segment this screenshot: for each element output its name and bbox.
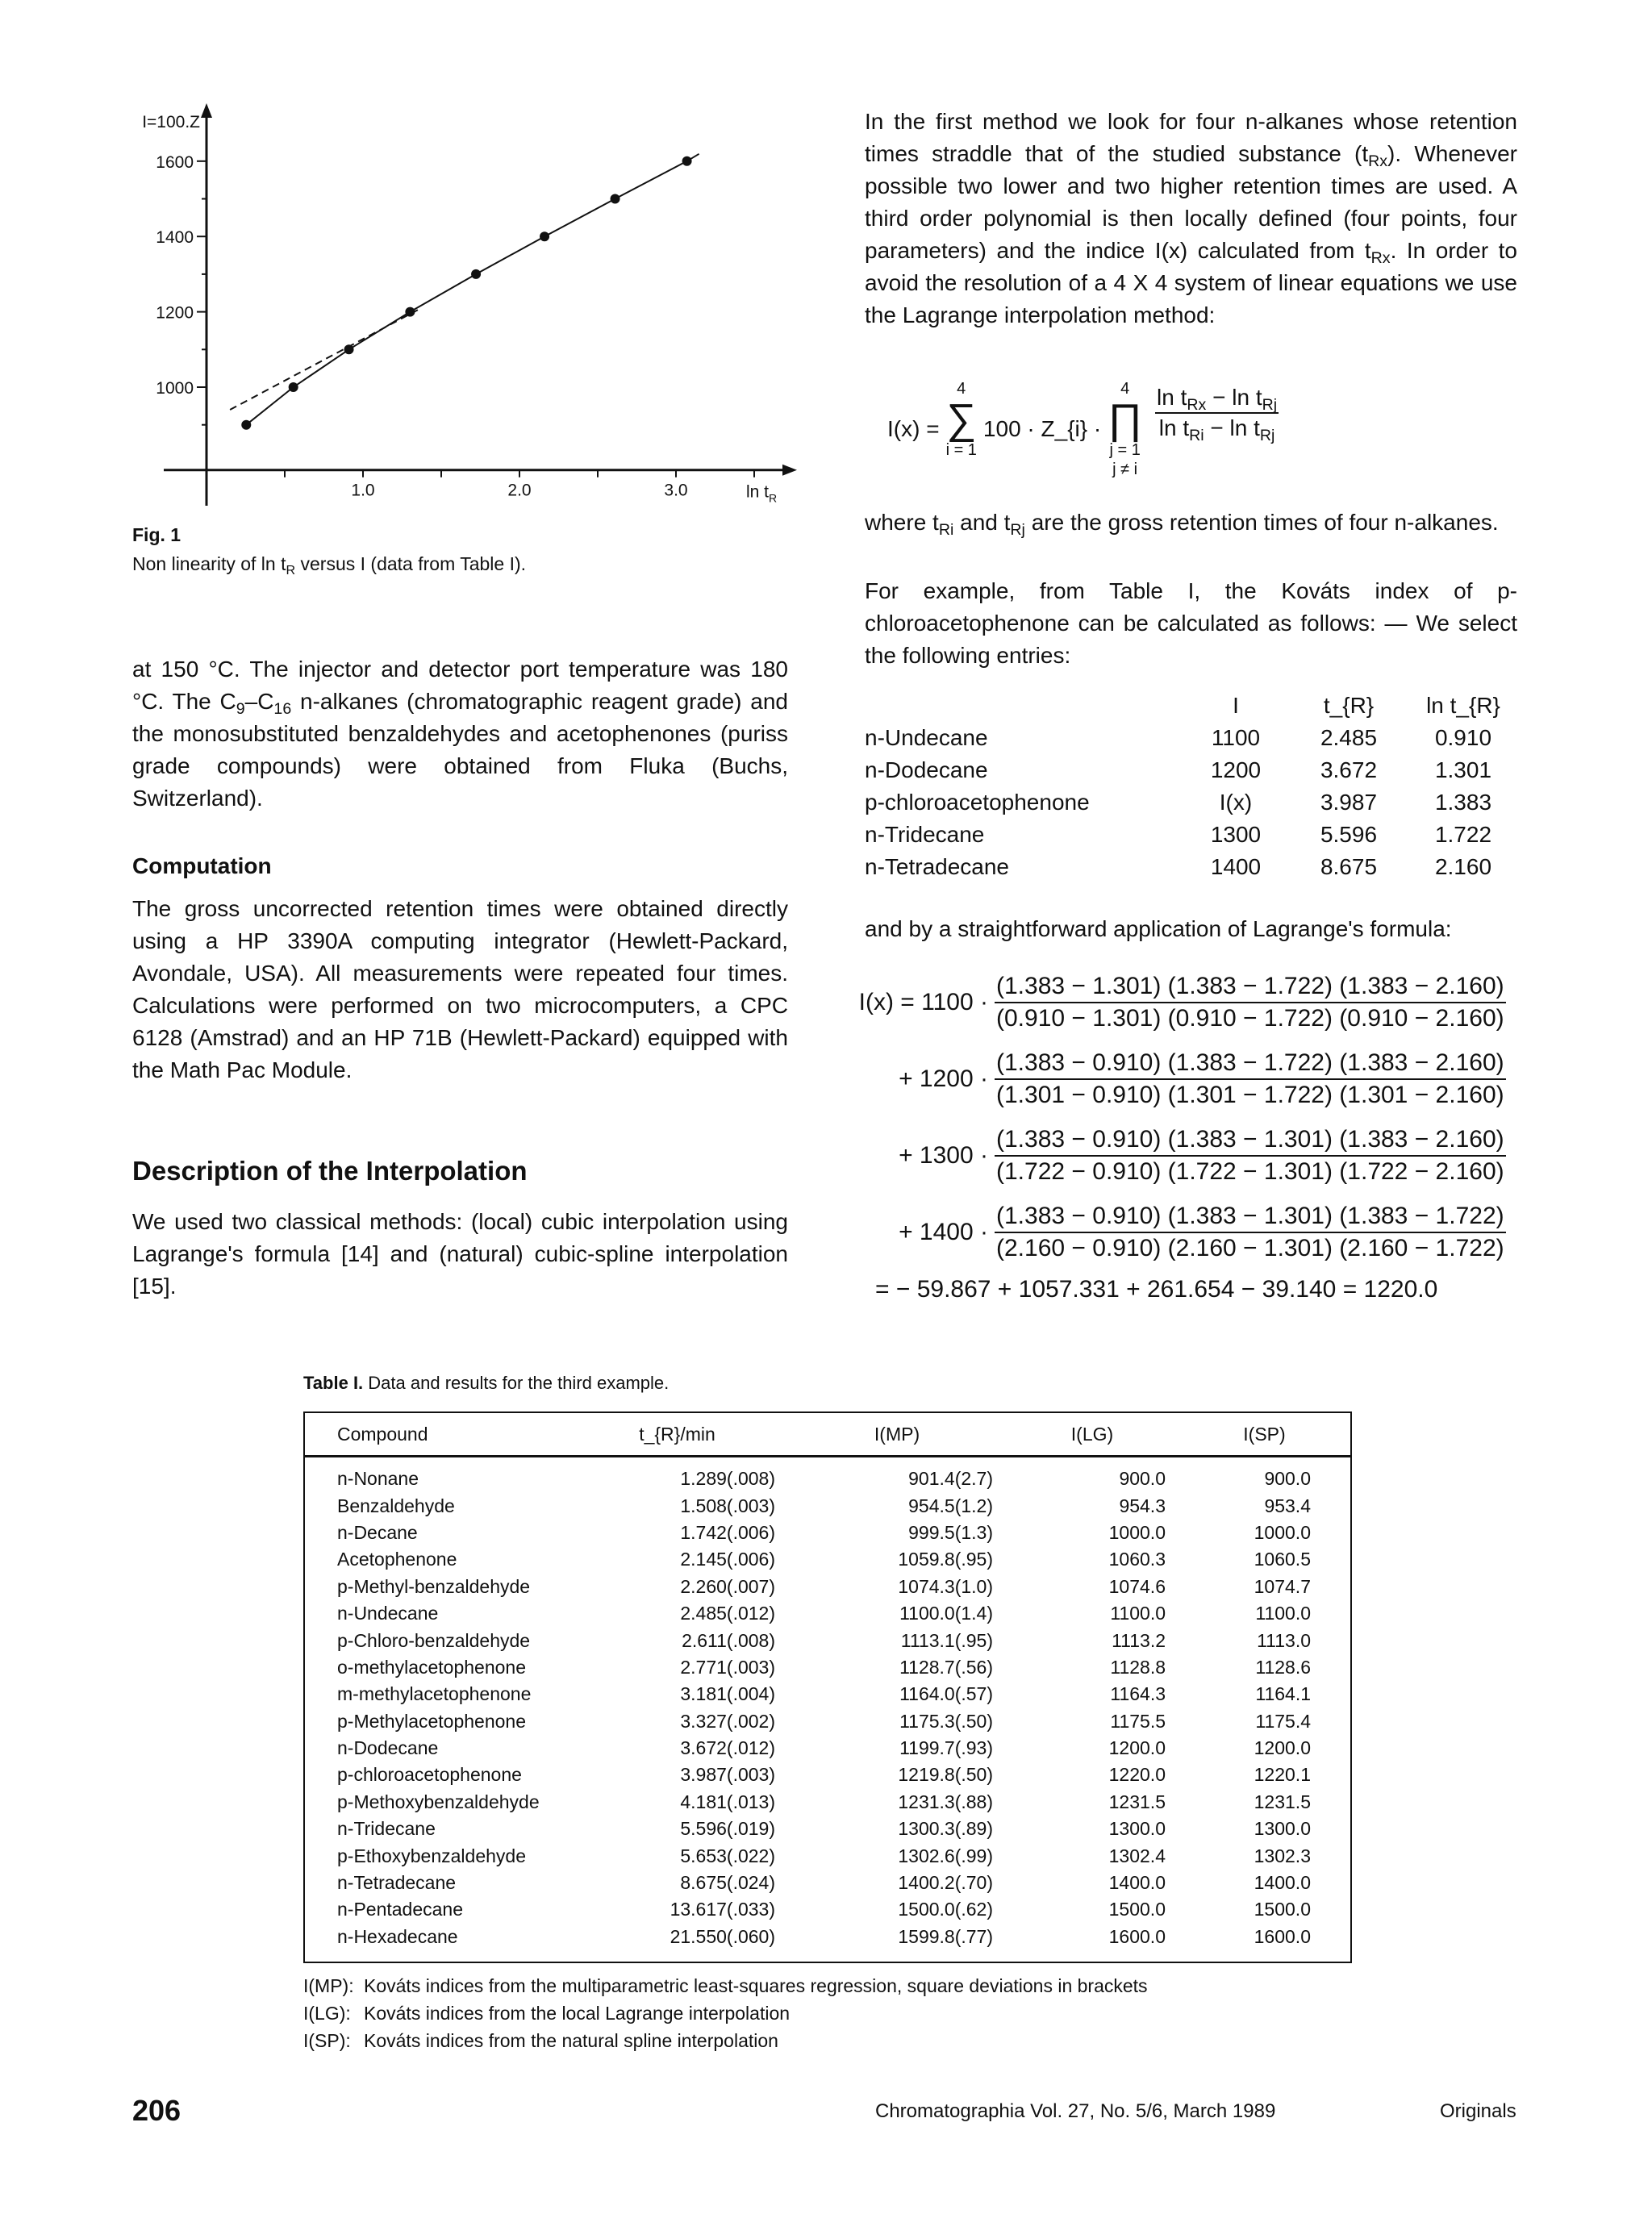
table-row	[305, 1520, 1350, 1546]
table-row	[305, 1627, 1350, 1653]
table-cell: 1302.4	[1108, 1845, 1166, 1866]
table-cell: 1599.8(.77)	[898, 1925, 993, 1947]
table-cell: 1128.8	[1110, 1656, 1166, 1678]
sum-lower: i = 1	[945, 441, 977, 459]
equation-term	[831, 964, 1533, 1040]
table-cell: 1200.0	[1108, 1737, 1166, 1759]
x-axis-label: $\ln t_R$	[746, 482, 778, 505]
example-cell: p-chloroacetophenone	[865, 790, 1090, 815]
table-cell: Acetophenone	[337, 1549, 457, 1570]
formula-lhs: I(x) =	[887, 416, 940, 441]
example-cell: n-Undecane	[865, 725, 988, 750]
column-header: I(MP)	[788, 1413, 1006, 1457]
series-line-alkanes	[246, 154, 699, 425]
table-cell: p-Chloro-benzaldehyde	[337, 1629, 531, 1651]
heading-description: Description of the Interpolation	[132, 1156, 528, 1186]
table-cell: n-Pentadecane	[337, 1899, 464, 1920]
example-cell: 1.301	[1434, 757, 1492, 782]
table-cell: 1302.3	[1254, 1845, 1311, 1866]
table-cell: 1164.1	[1255, 1683, 1311, 1705]
table-cell: 1.742(.006)	[680, 1521, 775, 1543]
table-cell: 1113.1(.95)	[900, 1629, 993, 1651]
lagrange-formula	[887, 379, 1279, 479]
example-entries-table	[865, 690, 1517, 883]
table-cell: n-Tetradecane	[337, 1872, 457, 1894]
table-row	[305, 1842, 1350, 1869]
example-cell: I(x)	[1219, 790, 1253, 815]
y-axis-label: I=100.Z	[142, 113, 200, 131]
table-cell: 1128.6	[1255, 1656, 1311, 1678]
table-caption-label: Table I.	[303, 1373, 364, 1393]
table-cell: 4.181(.013)	[680, 1791, 775, 1812]
example-cell: 1100	[1211, 725, 1261, 750]
table-cell: 1400.0	[1108, 1872, 1166, 1894]
product-operator	[1108, 379, 1142, 479]
table-row	[305, 1708, 1350, 1735]
table-cell: 1220.0	[1108, 1764, 1166, 1786]
table-cell: 1074.3(1.0)	[898, 1575, 993, 1597]
table-cell: 1219.8(.50)	[898, 1764, 993, 1786]
table-cell: n-Undecane	[337, 1603, 439, 1624]
table-cell: n-Decane	[337, 1521, 418, 1543]
table-1	[303, 1411, 1352, 1963]
calculation-result: = − 59.867 + 1057.331 + 261.654 − 39.140 = 1220.0	[875, 1276, 1438, 1303]
table-cell: n-Nonane	[337, 1468, 419, 1490]
table-cell: 1300.0	[1108, 1818, 1166, 1840]
footnote	[303, 1972, 1148, 1999]
table-cell: 999.5(1.3)	[908, 1521, 993, 1543]
equation-coefficient: + 1200 ·	[899, 1065, 988, 1092]
table-cell: 1.289(.008)	[680, 1468, 775, 1490]
equation-numerator: (1.383 − 0.910) (1.383 − 1.301) (1.383 − 2.160)	[995, 1126, 1506, 1157]
table-cell: 901.4(2.7)	[908, 1468, 993, 1490]
table-row	[305, 1870, 1350, 1896]
table-cell: 2.145(.006)	[680, 1549, 775, 1570]
example-cell: 2.160	[1434, 854, 1492, 879]
formula-fraction	[1155, 385, 1279, 444]
equation-coefficient: + 1400 ·	[899, 1218, 988, 1245]
footnote	[303, 1999, 1148, 2027]
sum-operator	[946, 379, 977, 479]
table-cell: 1164.3	[1110, 1683, 1166, 1705]
lagrange-calculation	[831, 964, 1533, 1270]
y-tick-label: 1000	[156, 379, 194, 398]
example-cell: 0.910	[1434, 725, 1492, 750]
example-cell: 1200	[1210, 757, 1262, 782]
example-cell: 5.596	[1320, 822, 1378, 847]
footnote	[303, 2027, 1148, 2054]
table-cell: p-Methylacetophenone	[337, 1710, 526, 1732]
table-cell: 1074.7	[1254, 1575, 1311, 1597]
footnote-key: I(LG):	[303, 2003, 351, 2024]
example-cell: n-Tetradecane	[865, 854, 1010, 879]
footnote-key: I(MP):	[303, 1975, 354, 1996]
equation-numerator: (1.383 − 0.910) (1.383 − 1.722) (1.383 − 2.160)	[995, 1049, 1506, 1080]
example-header-cell: t_{R}	[1323, 693, 1375, 718]
table-cell: 3.327(.002)	[680, 1710, 775, 1732]
example-cell: n-Tridecane	[865, 822, 985, 847]
table-cell: 2.260(.007)	[680, 1575, 775, 1597]
table-cell: 5.596(.019)	[680, 1818, 775, 1840]
example-cell: 3.987	[1320, 790, 1378, 815]
prod-lower: j = 1	[1109, 441, 1141, 459]
equation-denominator: (2.160 − 0.910) (2.160 − 1.301) (2.160 − 1.722)	[996, 1234, 1504, 1261]
table-cell: 8.675(.024)	[680, 1872, 775, 1894]
table-cell: 1302.6(.99)	[898, 1845, 993, 1866]
table-cell: 1600.0	[1108, 1925, 1166, 1947]
paragraph-method: In the first method we look for four n-alkanes whose retention times straddle that of the studied substance $(t_{Rx})$. Whenever possible two lower and two higher retention times are used. A third order polynomial is then locally defined (four points, four parameters) and the indice I(x) calculated from $t_{Rx}$. In order to avoid the resolution of a 4 X 4 system of linear equations we use the Lagrange interpolation method:	[865, 109, 1518, 327]
example-header-cell: I	[1233, 693, 1239, 718]
table-cell: n-Hexadecane	[337, 1925, 458, 1947]
table-cell: 2.771(.003)	[680, 1656, 775, 1678]
table-row	[305, 1654, 1350, 1681]
table-cell: 2.485(.012)	[680, 1603, 775, 1624]
y-axis-arrow-icon	[201, 103, 212, 118]
data-point	[611, 194, 620, 204]
table-cell: 1200.0	[1254, 1737, 1311, 1759]
table-cell: 1164.0(.57)	[899, 1683, 993, 1705]
equation-fraction	[995, 973, 1506, 1032]
equation-term	[831, 1194, 1533, 1270]
table-row	[305, 1574, 1350, 1600]
data-point	[682, 156, 692, 166]
equation-coefficient: I(x) = 1100 ·	[858, 988, 988, 1015]
table-row	[305, 1681, 1350, 1708]
table-cell: 1128.7(.56)	[899, 1656, 993, 1678]
example-table-row	[865, 851, 1517, 883]
equation-term	[831, 1117, 1533, 1194]
table-row	[305, 1762, 1350, 1788]
table-row	[305, 1789, 1350, 1816]
page-number: 206	[132, 2094, 181, 2127]
table-cell: n-Dodecane	[337, 1737, 439, 1759]
table-cell: Benzaldehyde	[337, 1495, 455, 1516]
x-tick-label: 1.0	[351, 481, 375, 500]
table-cell: 1.508(.003)	[680, 1495, 775, 1516]
example-cell: n-Dodecane	[865, 757, 988, 782]
equation-term	[831, 1040, 1533, 1117]
table-row	[305, 1546, 1350, 1573]
equation-denominator: (0.910 − 1.301) (0.910 − 1.722) (0.910 − 2.160)	[996, 1004, 1504, 1032]
paragraph-computation: The gross uncorrected retention times were obtained directly using a HP 3390A computing integrator (Hewlett-Packard, Avondale, USA). All measurements were repeated four times. Calculations were performed on two microcomputers, a CPC 6128 (Amstrad) and an HP 71B (Hewlett-Packard) equipped with the Math Pac Module.	[132, 896, 788, 1082]
table-cell: 3.672(.012)	[680, 1737, 775, 1759]
table-cell: 1231.5	[1108, 1791, 1166, 1812]
example-cell: 3.672	[1320, 757, 1378, 782]
example-cell: 1400	[1210, 854, 1262, 879]
table-cell: p-chloroacetophenone	[337, 1764, 522, 1786]
formula-denominator: $\ln t_{Ri} - \ln t_{Rj}$	[1158, 415, 1275, 444]
equation-fraction	[995, 1203, 1506, 1262]
example-table-row	[865, 819, 1517, 851]
table-cell: 21.550(.060)	[670, 1925, 775, 1947]
example-cell: 2.485	[1320, 725, 1378, 750]
formula-term: 100 · Z_{i} ·	[982, 416, 1102, 441]
table-cell: 1231.5	[1254, 1791, 1311, 1812]
equation-denominator: (1.301 − 0.910) (1.301 − 1.722) (1.301 − 2.160)	[996, 1081, 1504, 1108]
paragraph-conditions: at 150 °C. The injector and detector port temperature was 180 °C. The $C_9-C_{16}$ n-alkanes (chromatographic reagent grade) and the monosubstituted benzaldehydes and acetophenones (puriss grade compounds) were obtained from Fluka (Buchs, Switzerland).	[132, 657, 789, 811]
table-cell: 1175.4	[1255, 1710, 1311, 1732]
table-cell: 1100.0	[1110, 1603, 1166, 1624]
table-cell: 1100.0	[1255, 1603, 1311, 1624]
column-header: Compound	[305, 1413, 566, 1457]
figure-caption: Non linearity of $\ln t_R$ versus I (data from Table I).	[132, 553, 527, 578]
paragraph-where: where $t_{Ri}$ and $t_{Rj}$ are the gross retention times of four n-alkanes.	[865, 510, 1499, 539]
x-tick-label: 3.0	[664, 481, 688, 500]
prod-upper: 4	[1120, 380, 1130, 398]
data-point	[540, 231, 549, 241]
figure-title: Fig. 1	[132, 524, 181, 545]
footnote-text: Kováts indices from the multiparametric least-squares regression, square deviations in brackets	[364, 1975, 1148, 1996]
equation-numerator: (1.383 − 1.301) (1.383 − 1.722) (1.383 − 2.160)	[995, 973, 1506, 1003]
table-cell: 954.3	[1119, 1495, 1166, 1516]
x-axis-arrow-icon	[782, 465, 797, 476]
table-cell: 1300.0	[1254, 1818, 1311, 1840]
table-caption-text: Data and results for the third example.	[368, 1373, 670, 1393]
table-row	[305, 1457, 1350, 1493]
example-header-cell: ln t_{R}	[1426, 693, 1500, 718]
sum-upper: 4	[957, 380, 966, 398]
table-cell: 1600.0	[1254, 1925, 1311, 1947]
equation-fraction	[995, 1049, 1506, 1109]
table-cell: 900.0	[1264, 1468, 1311, 1490]
table-cell: 1060.5	[1254, 1549, 1311, 1570]
table-cell: 1231.3(.88)	[898, 1791, 993, 1812]
table-row	[305, 1735, 1350, 1762]
table-caption	[303, 1373, 669, 1394]
sum-symbol: ∑	[946, 396, 977, 443]
example-cell: 1300	[1210, 822, 1262, 847]
paragraph-lagrange-application: and by a straightforward application of Lagrange's formula:	[865, 916, 1452, 941]
prod-symbol: ∏	[1108, 396, 1143, 443]
table-cell: 1000.0	[1254, 1521, 1311, 1543]
table-cell: 1220.1	[1254, 1764, 1311, 1786]
column-header: I(LG)	[1006, 1413, 1179, 1457]
table-cell: 954.5(1.2)	[908, 1495, 993, 1516]
table-cell: 1100.0(1.4)	[899, 1603, 993, 1624]
example-cell: 8.675	[1320, 854, 1378, 879]
footnote-key: I(SP):	[303, 2030, 351, 2051]
table-cell: 1060.3	[1108, 1549, 1166, 1570]
table-cell: 13.617(.033)	[670, 1899, 775, 1920]
table-cell: n-Tridecane	[337, 1818, 436, 1840]
equation-denominator: (1.722 − 0.910) (1.722 − 1.301) (1.722 − 2.160)	[996, 1157, 1504, 1185]
table-cell: 1500.0(.62)	[898, 1899, 993, 1920]
heading-computation: Computation	[132, 853, 272, 878]
example-cell: 1.722	[1434, 822, 1492, 847]
table-row	[305, 1600, 1350, 1627]
paragraph-description: We used two classical methods: (local) cubic interpolation using Lagrange's formula [14] and (natural) cubic-spline interpolation [15].	[132, 1209, 788, 1299]
table-cell: 2.611(.008)	[682, 1629, 775, 1651]
table-cell: 1500.0	[1108, 1899, 1166, 1920]
table-cell: 1000.0	[1108, 1521, 1166, 1543]
table-cell: 953.4	[1264, 1495, 1311, 1516]
table-row	[305, 1816, 1350, 1842]
example-table-row	[865, 754, 1517, 786]
formula-numerator: $\ln t_{Rx} - \ln t_{Rj}$	[1157, 385, 1278, 414]
table-cell: 1199.7(.93)	[899, 1737, 993, 1759]
table-footnotes	[303, 1972, 1148, 2054]
data-point	[471, 269, 481, 279]
example-table-row	[865, 786, 1517, 819]
equation-numerator: (1.383 − 0.910) (1.383 − 1.301) (1.383 − 1.722)	[995, 1203, 1506, 1233]
table-cell: 1175.3(.50)	[899, 1710, 993, 1732]
equation-coefficient: + 1300 ·	[899, 1141, 988, 1169]
table-cell: m-methylacetophenone	[337, 1683, 532, 1705]
footnote-text: Kováts indices from the local Lagrange interpolation	[364, 2003, 791, 2024]
table-cell: 1400.2(.70)	[898, 1872, 993, 1894]
table-row	[305, 1924, 1350, 1950]
table-cell: 1113.0	[1257, 1629, 1311, 1651]
footnote-text: Kováts indices from the natural spline interpolation	[364, 2030, 778, 2051]
table-cell: 1175.5	[1110, 1710, 1166, 1732]
prod-lower2: j ≠ i	[1112, 461, 1138, 478]
example-table-header	[865, 690, 1517, 722]
figure-1-chart	[0, 0, 839, 532]
table-cell: 3.987(.003)	[680, 1764, 775, 1786]
y-tick-label: 1600	[156, 152, 194, 172]
table-cell: p-Ethoxybenzaldehyde	[337, 1845, 526, 1866]
table-cell: p-Methyl-benzaldehyde	[337, 1575, 531, 1597]
table-row	[305, 1492, 1350, 1519]
table-cell: 900.0	[1119, 1468, 1166, 1490]
data-point	[241, 420, 251, 430]
journal-citation: Chromatographia Vol. 27, No. 5/6, March 1989	[875, 2100, 1276, 2122]
table-row	[305, 1896, 1350, 1923]
column-header: I(SP)	[1179, 1413, 1350, 1457]
table-cell: 1300.3(.89)	[898, 1818, 993, 1840]
table-cell: p-Methoxybenzaldehyde	[337, 1791, 540, 1812]
paragraph-example: For example, from Table I, the Kováts index of p-chloroacetophenone can be calculated as follows: — We select the following entries:	[865, 578, 1517, 668]
column-header: t_{R}/min	[566, 1413, 788, 1457]
table-cell: 1059.8(.95)	[898, 1549, 993, 1570]
table-cell: 1400.0	[1254, 1872, 1311, 1894]
example-header-cell	[865, 690, 1183, 722]
table-cell: o-methylacetophenone	[337, 1656, 526, 1678]
equation-fraction	[995, 1126, 1506, 1186]
table-cell: 1113.2	[1112, 1629, 1166, 1651]
table-cell: 1074.6	[1108, 1575, 1166, 1597]
table-cell: 3.181(.004)	[680, 1683, 775, 1705]
y-tick-label: 1200	[156, 303, 194, 323]
x-tick-label: 2.0	[507, 481, 532, 500]
table-cell: 5.653(.022)	[680, 1845, 775, 1866]
data-point	[289, 382, 298, 392]
table-cell: 1500.0	[1254, 1899, 1311, 1920]
section-label: Originals	[1440, 2100, 1516, 2122]
y-tick-label: 1400	[156, 228, 194, 248]
example-cell: 1.383	[1434, 790, 1492, 815]
example-table-row	[865, 722, 1517, 754]
